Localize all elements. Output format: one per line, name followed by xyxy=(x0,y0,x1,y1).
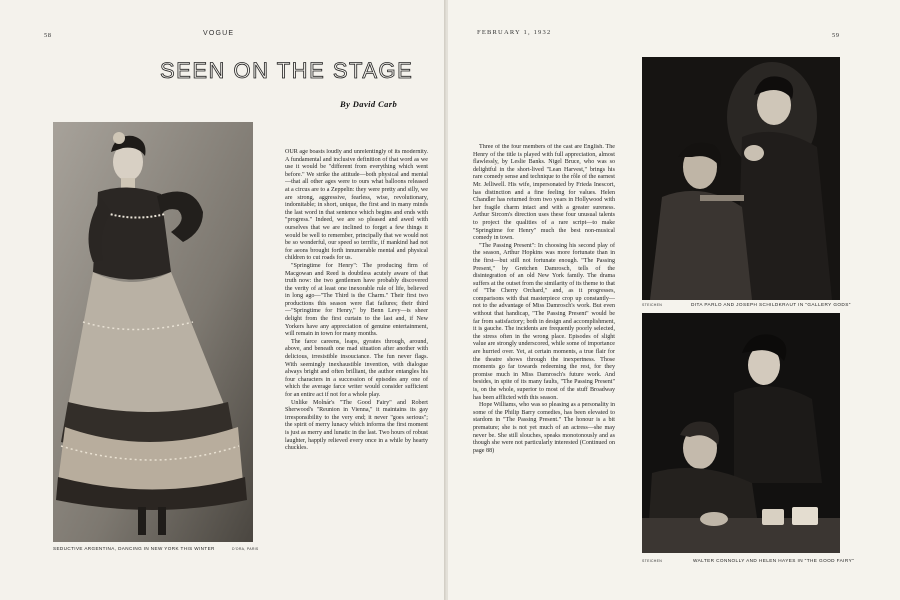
argentina-credit: D'ORA, PARIS xyxy=(232,547,259,551)
article-paragraph: The farce careens, leaps, gyrates through, around, above, and beneath one mad situation after another with delicious, irresistible insouciance. The fun never flags. With seemingly inexhaustible invention, with dialogue always bright and often brilliant, the author entangles his four characters in a succession of episodes any one of which the average farce writer would consider sufficient for an entire act if not for a whole play. xyxy=(285,338,428,398)
article-column-left xyxy=(285,149,428,557)
couple-illustration xyxy=(642,313,840,553)
gallery-gods-caption: DITA PARLO AND JOSEPH SCHILDKRAUT IN "GALLERY GODS" xyxy=(691,302,851,307)
argentina-photo xyxy=(53,122,253,542)
good-fairy-credit: STEICHEN xyxy=(642,559,663,563)
article-paragraph: "The Passing Present": In choosing his second play of the season, Arthur Hopkins was more fortunate than in the first—but still not fortunate enough. "The Passing Present," by Gretchen Damrosch, tells of the disintegration of an old New York family. The drama suffers at the outset from the similarity of its theme to that of "The Cherry Orchard," and, as it progresses, comparisons with that masterpiece crop up constantly—not to the advantage of Miss Damrosch's work. But even without that handicap, "The Passing Present" would be far from satisfactory; both in design and accomplishment, it is gauche. The incidents are frequently poorly selected, the stress often in the wrong place. Episodes of slight value are strongly underscored, while some of importance are hurried over. Yet, at certain moments, a true flair for the theatre shows through the inexpertness. Those moments go far towards redeeming the rest, for they promise much in Miss Damrosch's future work. And besides, in spite of its many faults, "The Passing Present" is, on the whole, superior to most of the stuff Broadway has been afflicted with this season. xyxy=(473,242,615,401)
byline: By David Carb xyxy=(340,99,398,109)
article-paragraph: OUR age boasts loudly and unrelentingly of its modernity. A fundamental and inclusive definition of that word as we use it would be "different from everything which went before." We strike the attitude—both physical and mental—that all other ages were to ours what balloons released at a circus are to a Zeppelin: they were pretty and silly, we are strong, aggressive, fearless, wise, revolutionary, indomitable; in short, unique, the first and in many minds the last word in that sentence which begins and ends with "progress." Indeed, we are so pleased and awed with ourselves that we are inclined to forget a few things it would be well to remember, principally that we would not be so wonderful, our speed so terrific, if mankind had not for aeons brought forth innumerable mental and physical children to cut roads for us. xyxy=(285,149,428,262)
page-number-left: 58 xyxy=(44,32,52,39)
argentina-caption: SEDUCTIVE ARGENTINA, DANCING IN NEW YORK THIS WINTER xyxy=(53,546,215,551)
dancer-illustration xyxy=(53,122,253,542)
magazine-name: VOGUE xyxy=(203,30,235,37)
page-number-right: 59 xyxy=(832,32,840,39)
article-paragraph: Three of the four members of the cast are English. The Henry of the title is played with full appreciation, almost flawlessly, by Leslie Banks. Nigel Bruce, who was so delightful in the short-lived "Lean Harvest," brings his rare comedy sense and technique to the rôle of the earnest Mr. Jelliwell. His wife, impersonated by Frieda Inescort, has distinction and a fine feeling for values. Helen Chandler has returned from two years in Hollywood with her fragile charm intact and with a greater sureness. Arthur Sircom's direction uses these four unusual talents to project the qualities of a rare script—to make "Springtime for Henry" much the best non-musical comedy in town. xyxy=(473,144,615,242)
issue-date: FEBRUARY 1, 1932 xyxy=(477,29,552,36)
article-paragraph: Hope Williams, who was so pleasing as a personality in some of the Philip Barry comedies, has been elevated to stardom in "The Passing Present." The honour is a bit premature; she is not yet much of an actress—she may never be. She still slouches, speaks monotonously and as though she were not particularly interested (Continued on page 88) xyxy=(473,402,615,454)
good-fairy-caption: WALTER CONNOLLY AND HELEN HAYES IN "THE GOOD FAIRY" xyxy=(693,558,855,563)
good-fairy-photo xyxy=(642,313,840,553)
gallery-gods-credit: STEICHEN xyxy=(642,303,663,307)
article-paragraph: Unlike Molnár's "The Good Fairy" and Robert Sherwood's "Reunion in Vienna," it maintains its gay irresponsibility to the very end; it never "goes serious"; the spirit of merry lunacy which informs the first moment is just as merry and lunatic in the last. Two hours of robust laughter, happily relieved every once in a while by hearty chuckles. xyxy=(285,399,428,452)
left-page xyxy=(0,0,446,600)
article-title: SEEN ON THE STAGE xyxy=(160,58,414,83)
couple-illustration xyxy=(642,57,840,300)
article-column-right xyxy=(473,144,615,556)
article-paragraph: "Springtime for Henry": The producing firm of Macgowan and Reed is doubtless acutely aware of that truth now: the two gentlemen have probably discovered the verity of at least one inexorable rule of life, believed in long ago—"The Third is the Charm." Their first two productions this season were flat failures; their third—"Springtime for Henry," by Benn Levy—is sheer delight from the first curtain to the last and, if New Yorkers have any appreciation of genuine entertainment, will remain in town for many months. xyxy=(285,262,428,338)
right-page xyxy=(448,0,900,600)
gallery-gods-photo xyxy=(642,57,840,300)
